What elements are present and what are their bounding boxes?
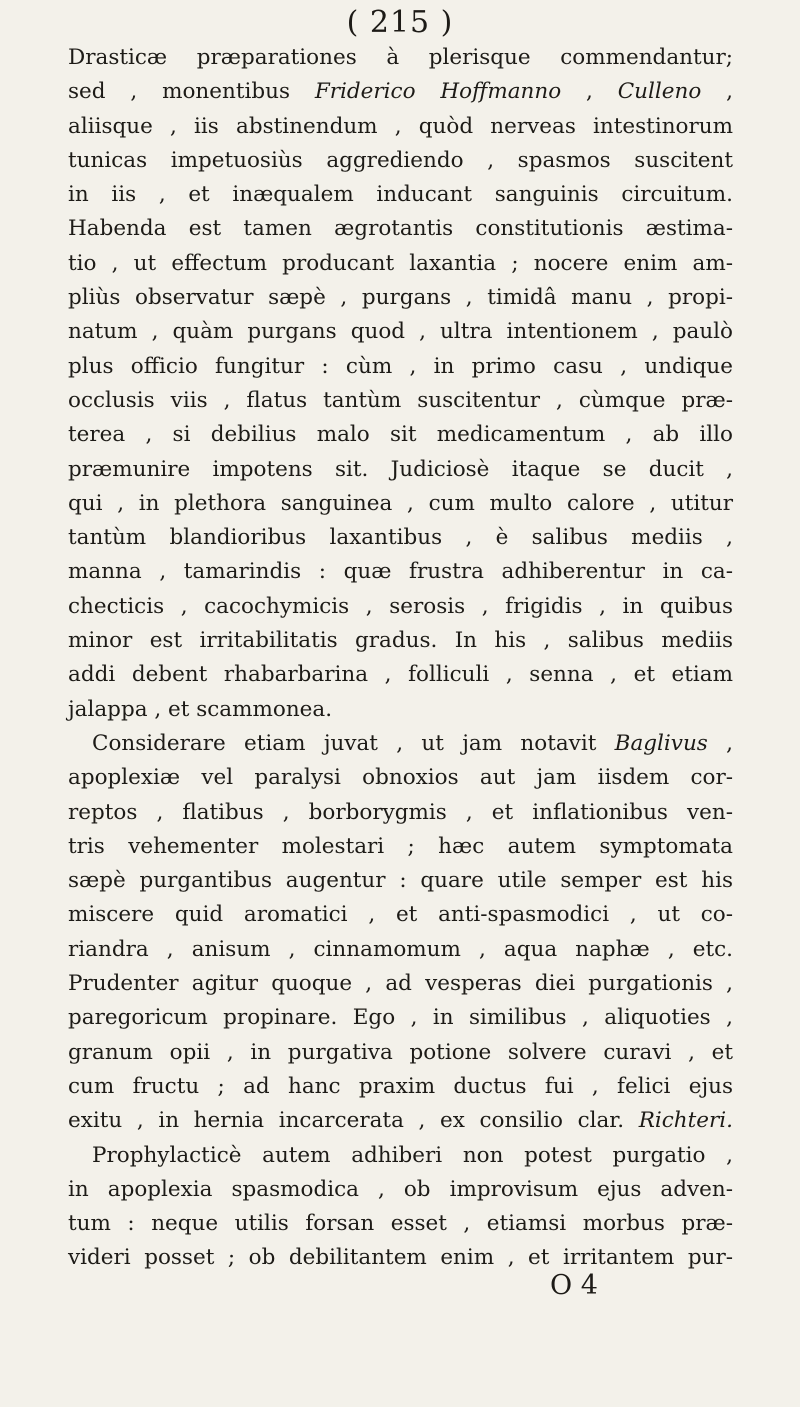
text-line: tunicas impetuosiùs aggrediendo , spasmos suscitent (68, 147, 733, 173)
text-line: præmunire impotens sit. Judiciosè itaque se ducit , (68, 456, 733, 482)
text-line: terea , si debilius malo sit medicamentum , ab illo (68, 422, 733, 448)
text-line: checticis , cacochymicis , serosis , frigidis , in quibus (68, 593, 733, 619)
text-line: Drasticæ præparationes à plerisque commendantur; (68, 45, 733, 70)
signature-mark: O 4 (550, 1270, 598, 1301)
text-line: miscere quid aromatici , et anti-spasmodici , ut co- (68, 902, 733, 928)
text-line: pliùs observatur sæpè , purgans , timidâ manu , propi- (68, 285, 733, 311)
text-line: paregoricum propinare. Ego , in similibus , aliquoties , (68, 1005, 733, 1031)
text-line: reptos , flatibus , borborygmis , et inflationibus ven- (68, 799, 733, 825)
text-line: sæpè purgantibus augentur : quare utile semper est his (68, 868, 733, 894)
text-line: exitu , in hernia incarcerata , ex consilio clar. Richteri. (68, 1108, 733, 1134)
text-line: cum fructu ; ad hanc praxim ductus fui , felici ejus (68, 1073, 733, 1099)
text-line: occlusis viis , flatus tantùm suscitentur , cùmque præ- (68, 387, 733, 413)
body-text (68, 41, 733, 1276)
text-line: riandra , anisum , cinnamomum , aqua naphæ , etc. (68, 936, 733, 962)
text-line: qui , in plethora sanguinea , cum multo calore , utitur (68, 490, 733, 516)
text-line: Considerare etiam juvat , ut jam notavit Baglivus , (92, 730, 734, 756)
text-line: sed , monentibus Friderico Hoffmanno , Culleno , (68, 79, 734, 105)
page-number: ( 215 ) (346, 5, 454, 40)
text-line: tantùm blandioribus laxantibus , è salibus mediis , (68, 525, 733, 551)
text-line: minor est irritabilitatis gradus. In his , salibus mediis (68, 628, 733, 654)
text-line: manna , tamarindis : quæ frustra adhiberentur in ca- (68, 559, 733, 585)
text-line: tio , ut effectum producant laxantia ; nocere enim am- (68, 250, 733, 276)
text-line: jalappa , et scammonea. (68, 696, 333, 722)
text-line: in apoplexia spasmodica , ob improvisum ejus adven- (68, 1176, 733, 1202)
text-line: Habenda est tamen ægrotantis constitutionis æstima- (68, 216, 733, 242)
text-line: aliisque , iis abstinendum , quòd nerveas intestinorum (68, 113, 733, 139)
text-line: granum opii , in purgativa potione solvere curavi , et (68, 1039, 733, 1065)
text-line: apoplexiæ vel paralysi obnoxios aut jam iisdem cor- (68, 765, 733, 791)
text-line: addi debent rhabarbarina , folliculi , senna , et etiam (68, 662, 733, 688)
text-line: plus officio fungitur : cùm , in primo casu , undique (68, 353, 733, 379)
text-line: tris vehementer molestari ; hæc autem symptomata (68, 833, 733, 859)
text-line: videri posset ; ob debilitantem enim , et irritantem pur- (68, 1245, 733, 1271)
text-line: natum , quàm purgans quod , ultra intentionem , paulò (68, 319, 733, 345)
text-line: Prophylacticè autem adhiberi non potest purgatio , (92, 1142, 733, 1168)
text-line: in iis , et inæqualem inducant sanguinis circuitum. (68, 182, 733, 208)
text-line: Prudenter agitur quoque , ad vesperas diei purgationis , (68, 971, 733, 997)
text-line: tum : neque utilis forsan esset , etiamsi morbus præ- (68, 1211, 733, 1237)
